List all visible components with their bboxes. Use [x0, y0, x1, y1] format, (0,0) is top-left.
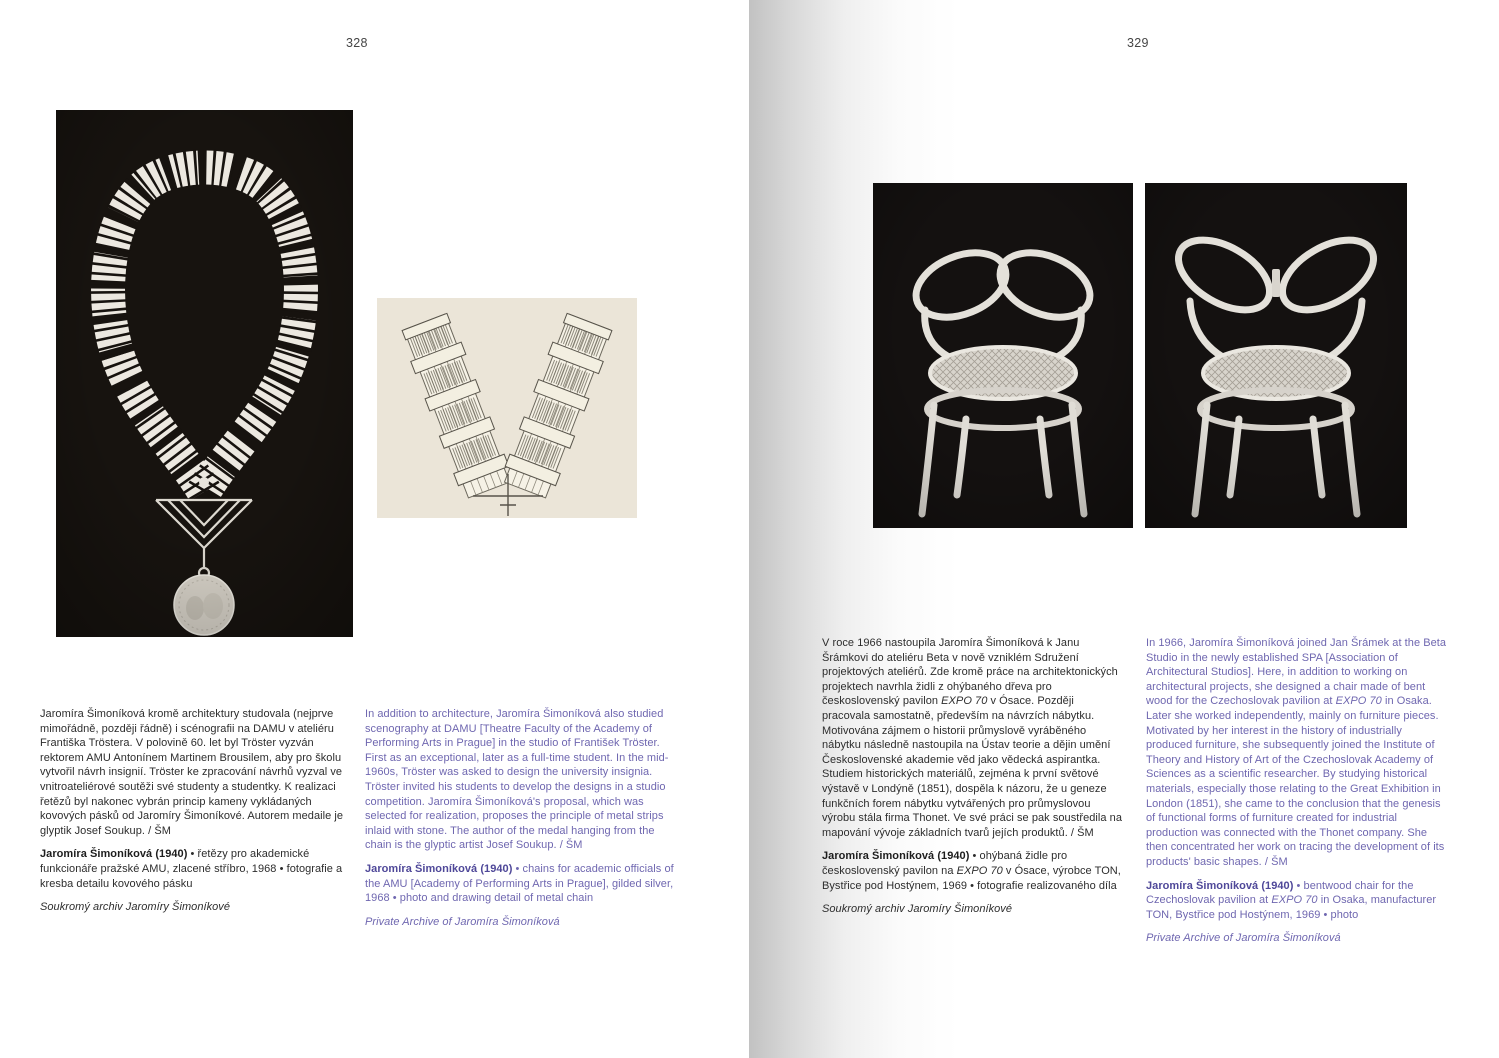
left-english-caption: [365, 862, 679, 906]
caption-text: • chains for academic officials of the AMU [Academy of Performing Arts in Prague], gilded silver, 1968 • photo and drawing detail of metal chain: [365, 862, 674, 905]
left-english-column: [365, 707, 679, 938]
page-number-left: 328: [346, 36, 368, 50]
right-czech-caption: Jaromíra Šimoníková (1940) • ohýbaná židle pro československý pavilon na EXPO 70 v Ósace, výrobce TON, Bystřice pod Hostýnem, 1969 • fotografie realizovaného díla: [822, 850, 1121, 892]
chain-necklace-illustration: [56, 110, 353, 637]
caption-text: • řetězy pro akademické funkcionáře pražské AMU, zlacené stříbro, 1968 • fotografie a kresba detailu kovového pásku: [40, 848, 343, 890]
right-english-caption: Jaromíra Šimoníková (1940) • bentwood chair for the Czechoslovak pavilion at EXPO 70 in Osaka, manufacturer TON, Bystřice pod Hostýnem, 1969 • photo: [1146, 879, 1437, 921]
left-czech-caption: [40, 847, 346, 891]
page-left: [0, 0, 749, 1058]
chain-necklace-photo: [56, 110, 353, 637]
left-english-archive: Private Archive of Jaromíra Šimoníková: [365, 915, 560, 928]
chain-drawing-detail: [377, 298, 637, 518]
right-english-column: [1146, 636, 1448, 955]
bentwood-chair-photo-right: [1145, 183, 1407, 528]
page-number-right: 329: [1127, 36, 1149, 50]
right-english-body: In 1966, Jaromíra Šimoníková joined Jan Šrámek at the Beta Studio in the newly established SPA [Association of Architectural Studios]. Here, in addition to working on architectural projects, she designed a chair made of bent wood for the Czechoslovak pavilion at EXPO 70 in Osaka. Later she worked independently, mainly on furniture pieces. Motivated by her interest in the history of industrially produced furniture, she subsequently joined the Institute of Theory and History of Art of the Czechoslovak Academy of Sciences as a scientific researcher. By studying historical materials, especially those relating to the Great Exhibition in London (1851), she came to the conclusion that the genesis of functional forms of furniture created for industrial production was connected with the Thonet company. She then concentrated her work on tracing the development of its products' basic shapes. / ŠM: [1146, 637, 1447, 868]
right-english-archive: Private Archive of Jaromíra Šimoníková: [1146, 932, 1341, 945]
right-czech-body: V roce 1966 nastoupila Jaromíra Šimoníková k Janu Šrámkovi do ateliéru Beta v nově vzniklém Sdružení projektových ateliérů. Zde kromě práce na architektonických projektech navrhla židli z ohýbaného dřeva pro československý pavilon EXPO 70 v Ósace. Později pracovala samostatně, především na návrzích nábytku. Motivována zájmem o historii průmyslově vyráběného nábytku následně nastoupila na Ústav teorie a dějin umění Československé akademie věd jako vědecká aspirantka. Studiem historických materiálů, zejména k první světové výstavě v Londýně (1851), dospěla k názoru, že u geneze funkčních forem nábytku vytvářených pro průmyslovou výrobu stála firma Thonet. Ve své práci se pak soustředila na mapování vývoje základních tvarů jejích produktů. / ŠM: [822, 637, 1123, 839]
bentwood-chair-illustration: [1145, 183, 1407, 528]
left-english-body: In addition to architecture, Jaromíra Šimoníková also studied scenography at DAMU [Theatre Faculty of the Academy of Performing Arts in Prague] in the studio of František Tröster. First as an exceptional, later as a full-time student. In the mid-1960s, Tröster was asked to design the university insignia. Tröster invited his students to develop the designs in a studio competition. Jaromíra Šimoníková's proposal, which was selected for realization, proposes the principle of metal strips inlaid with stone. The author of the medal hanging from the chain is the glyptic artist Josef Soukup. / ŠM: [365, 708, 669, 852]
bentwood-chair-photo-left: [873, 183, 1133, 528]
page-right: [749, 0, 1499, 1058]
artist-name: Jaromíra Šimoníková (1940): [365, 862, 513, 875]
left-czech-archive: Soukromý archiv Jaromíry Šimoníkové: [40, 901, 231, 914]
artist-name: Jaromíra Šimoníková (1940): [822, 850, 970, 863]
left-czech-body: Jaromíra Šimoníková kromě architektury studovala (nejprve mimořádně, později řádně) i scénografii na DAMU v ateliéru Františka Tröstera. V polovině 60. let byl Tröster vyzván rektorem AMU Antonínem Martinem Brousilem, aby pro školu vytvořil návrh insignií. Tröster ke zpracování návrhů vyzval ve vnitroateliérové soutěži své studenty a studentky. K realizaci řetězů byl nakonec vybrán princip kameny vykládaných kovových pásků od Jaromíry Šimoníkové. Autorem medaile je glyptik Josef Soukup. / ŠM: [40, 708, 344, 837]
bentwood-chair-illustration: [873, 183, 1133, 528]
artist-name: Jaromíra Šimoníková (1940): [1146, 879, 1294, 892]
right-czech-column: [822, 636, 1124, 926]
right-czech-archive: Soukromý archiv Jaromíry Šimoníkové: [822, 903, 1013, 916]
chain-drawing-illustration: [377, 298, 637, 518]
left-czech-column: [40, 707, 346, 924]
artist-name: Jaromíra Šimoníková (1940): [40, 848, 188, 861]
